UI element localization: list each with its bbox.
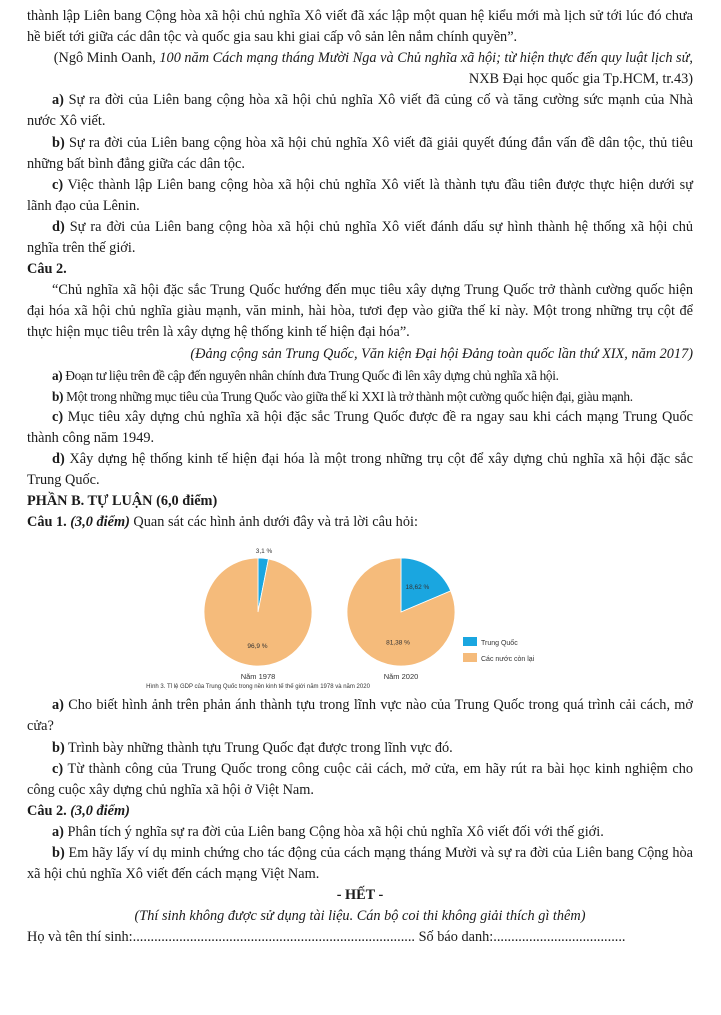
source-1-publisher: , NXB Đại học quốc gia Tp.HCM, tr.43) — [468, 50, 693, 88]
source-1-title: 100 năm Cách mạng tháng Mười Nga và Chủ nghĩa xã hội; từ hiện thực đến quy luật lịch sử — [159, 50, 690, 67]
pie-0-value-label-0: 3,1 % — [255, 548, 273, 556]
q1-option-b — [27, 133, 693, 175]
essay-q2-part-a — [27, 822, 693, 843]
essay-q1-label: Câu 1. — [27, 514, 71, 531]
essay-q1-part-a-text: Cho biết hình ảnh trên phản ánh thành tựu trong lĩnh vực nào của Trung Quốc trong quá trình cải cách, mở cửa? — [27, 697, 693, 735]
q1-option-d-text: Sự ra đời của Liên bang cộng hòa xã hội chủ nghĩa Xô viết đánh dấu sự hình thành hệ thống xã hội chủ nghĩa trên thế giới. — [27, 218, 693, 257]
legend-label-1: Các nước còn lại — [481, 656, 535, 664]
essay-q2-part-a-label: a) — [52, 823, 64, 840]
q1-option-a-label: a) — [52, 92, 64, 109]
q2-option-a-label: a) — [52, 367, 63, 383]
essay-q2-label: Câu 2. — [27, 802, 71, 819]
essay-q1-prompt — [27, 512, 693, 533]
legend-swatch-1 — [463, 653, 477, 662]
essay-q1-part-a-label: a) — [52, 697, 64, 714]
candidate-name-label: Họ và tên thí sinh: — [27, 929, 133, 946]
q1-option-c-label: c) — [52, 176, 64, 193]
essay-q1-part-c — [27, 759, 693, 801]
candidate-info-line — [27, 927, 693, 948]
legend-label-0: Trung Quốc — [481, 640, 518, 648]
exam-page — [27, 6, 693, 948]
essay-q2-points: (3,0 điểm) — [70, 802, 130, 819]
essay-q2-part-b-label: b) — [52, 845, 65, 861]
quote-1-end: thành lập Liên bang Cộng hòa xã hội chủ nghĩa Xô viết đã xác lập một quan hệ kiểu mới mà lịch sử tới lúc đó chưa hề biết tới giữa các dân tộc và quốc gia sau khi giai cấp vô sản lên nắm chính quyền”. — [27, 8, 693, 46]
gdp-pie-figure — [27, 535, 693, 695]
q1-option-d-label: d) — [52, 218, 65, 235]
source-1-author: (Ngô Minh Oanh, — [53, 50, 160, 67]
essay-q1-part-c-text: Từ thành công của Trung Quốc trong công cuộc cải cách, mở cửa, em hãy rút ra bài học kinh nghiệm cho công cuộc xây dựng chủ nghĩa xã hội ở Việt Nam. — [27, 760, 693, 798]
q2-option-c-label: c) — [52, 408, 64, 425]
q2-option-b — [27, 386, 693, 407]
q2-option-a — [27, 365, 693, 386]
gdp-pie-chart — [27, 535, 693, 695]
essay-q2-heading — [27, 801, 693, 822]
pie-0-year-label: Năm 1978 — [240, 672, 276, 682]
q2-option-c-text: Mục tiêu xây dựng chủ nghĩa xã hội đặc sắc Trung Quốc được đề ra ngay sau khi cách mạng Trung Quốc thành công năm 1949. — [27, 408, 693, 446]
q1-option-b-label: b) — [52, 134, 65, 151]
candidate-number-blank[interactable]: ..................................... — [493, 929, 626, 946]
essay-q2-part-b — [27, 843, 693, 885]
essay-q1-part-b-text: Trình bày những thành tựu Trung Quốc đạt được trong lĩnh vực đó. — [64, 739, 453, 756]
pie-1-value-label-1: 81,38 % — [386, 639, 410, 647]
essay-q1-points: (3,0 điểm) — [70, 514, 130, 531]
legend-swatch-0 — [463, 637, 477, 646]
candidate-number-label: Số báo danh: — [418, 929, 494, 946]
essay-q1-part-a — [27, 695, 693, 737]
essay-q1-part-b-label: b) — [52, 739, 65, 756]
q1-option-c-text: Việc thành lập Liên bang cộng hòa xã hội chủ nghĩa Xô viết là thành tựu đầu tiên được thực hiện dưới sự lãnh đạo của Lênin. — [27, 176, 693, 214]
q2-option-d-label: d) — [52, 450, 65, 467]
exam-note: (Thí sinh không được sử dụng tài liệu. Cán bộ coi thi không giải thích gì thêm) — [134, 908, 586, 925]
q2-option-c — [27, 407, 693, 449]
part-b-heading: PHẦN B. TỰ LUẬN (6,0 điểm) — [27, 493, 218, 510]
q1-option-d — [27, 217, 693, 259]
essay-q1-part-c-label: c) — [52, 760, 64, 777]
q2-option-d — [27, 449, 693, 491]
q2-option-d-text: Xây dựng hệ thống kinh tế hiện đại hóa là một trong những trụ cột để xây dựng chủ nghĩa xã hội đặc sắc Trung Quốc. — [27, 450, 693, 489]
chart-caption: Hình 3. Tỉ lệ GDP của Trung Quốc trong nền kinh tế thế giới năm 1978 và năm 2020 — [146, 684, 370, 691]
pie-1-year-label: Năm 2020 — [383, 672, 419, 682]
end-marker: - HẾT - — [336, 887, 384, 904]
cau-2-heading: Câu 2. — [27, 261, 67, 278]
q2-option-b-label: b) — [52, 388, 64, 404]
q1-option-c — [27, 175, 693, 217]
q1-option-b-text: Sự ra đời của Liên bang cộng hòa xã hội chủ nghĩa Xô viết đã giải quyết đúng đắn vấn đề dân tộc, thủ tiêu những bất bình đẳng giữa các dân tộc. — [27, 134, 693, 172]
q2-option-b-text: Một trong những mục tiêu của Trung Quốc vào giữa thế kỉ XXI là trở thành một cường quốc hiện đại, giàu mạnh. — [63, 388, 633, 404]
q1-option-a-text: Sự ra đời của Liên bang cộng hòa xã hội chủ nghĩa Xô viết đã củng cố và tăng cường sức mạnh của Nhà nước Xô viết. — [27, 92, 693, 130]
essay-q1-part-b — [27, 738, 693, 759]
source-1 — [27, 48, 693, 90]
q1-option-a — [27, 90, 693, 132]
pie-0-value-label-1: 96,9 % — [247, 643, 268, 651]
candidate-name-blank[interactable]: ............................................................................... — [132, 929, 416, 946]
essay-q2-part-b-text: Em hãy lấy ví dụ minh chứng cho tác động của cách mạng tháng Mười và sự ra đời của Liên bang Cộng hòa xã hội chủ nghĩa Xô viết đến cách mạng Việt Nam. — [27, 845, 693, 883]
essay-q2-part-a-text: Phân tích ý nghĩa sự ra đời của Liên bang Cộng hòa xã hội chủ nghĩa Xô viết đối với thế giới. — [63, 823, 604, 840]
essay-q1-text: Quan sát các hình ảnh dưới đây và trả lời câu hỏi: — [129, 514, 418, 531]
quote-2: “Chủ nghĩa xã hội đặc sắc Trung Quốc hướng đến mục tiêu xây dựng Trung Quốc trở thành cường quốc hiện đại hóa xã hội chủ nghĩa giàu mạnh, văn minh, hài hòa, tươi đẹp vào giữa thế kỉ này. Một trong những trụ cột để thực hiện mục tiêu trên là xây dựng hệ thống kinh tế hiện đại hóa”. — [27, 282, 693, 341]
source-2: (Đảng cộng sản Trung Quốc, Văn kiện Đại hội Đảng toàn quốc lần thứ XIX, năm 2017) — [190, 345, 693, 362]
q2-option-a-text: Đoạn tư liệu trên đề cập đến nguyên nhân chính đưa Trung Quốc đi lên xây dựng chủ nghĩa xã hội. — [62, 367, 559, 383]
pie-1-value-label-0: 18,62 % — [405, 584, 430, 592]
